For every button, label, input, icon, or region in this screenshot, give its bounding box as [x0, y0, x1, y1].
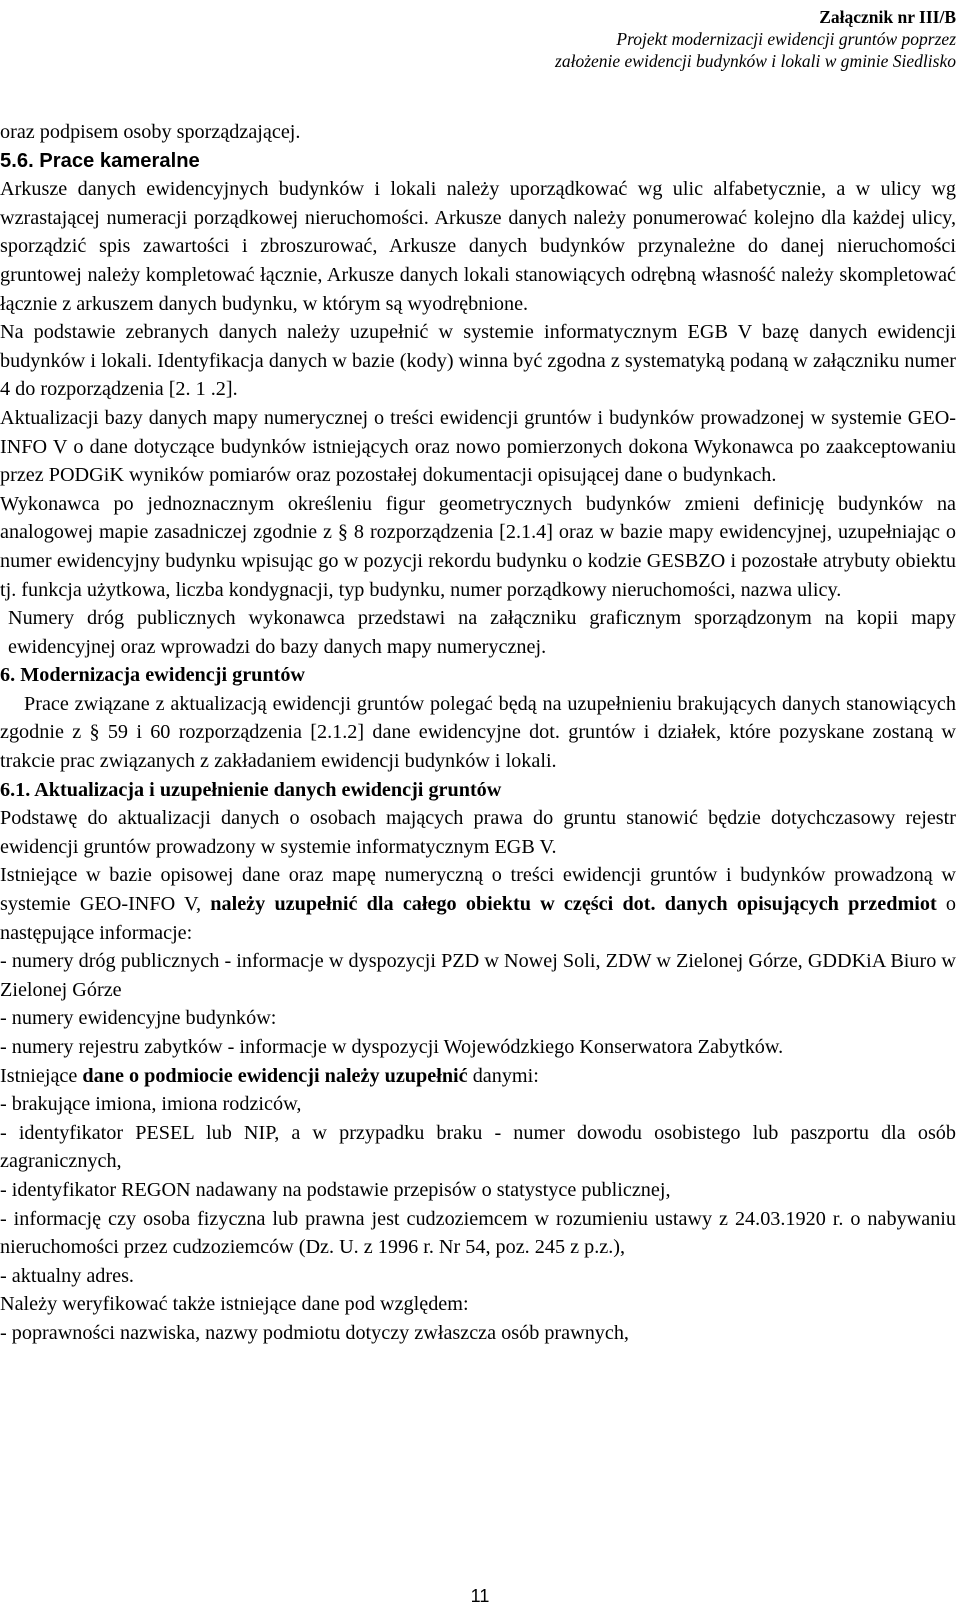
document-body [0, 118, 956, 1348]
list-item: - numery rejestru zabytków - informacje w dyspozycji Wojewódzkiego Konserwatora Zabytków. [0, 1036, 784, 1058]
section-heading-6-1: 6.1. Aktualizacja i uzupełnienie danych ewidencji gruntów [0, 778, 502, 801]
paragraph: Należy weryfikować także istniejące dane pod względem: [0, 1293, 469, 1316]
project-title-line2: założenie ewidencji budynków i lokali w gminie Siedlisko [555, 51, 956, 71]
paragraph: Numery dróg publicznych wykonawca przedstawi na załączniku graficznym sporządzonym na kopii mapy ewidencyjnej oraz wprowadzi do bazy danych mapy numerycznej. [8, 607, 956, 658]
bold-text-run: należy uzupełnić dla całego obiektu w części dot. danych opisujących przedmiot [210, 893, 937, 916]
paragraph [0, 1062, 956, 1091]
paragraph: Na podstawie zebranych danych należy uzupełnić w systemie informatycznym EGB V bazę danych ewidencji budynków i lokali. Identyfikacja danych w bazie (kody) winna być zgodna z systematyką podaną w załączniku numer 4 do rozporządzenia [2. 1 .2]. [0, 321, 956, 401]
text-run: Istniejące [0, 1064, 83, 1087]
bold-text-run: dane o podmiocie ewidencji należy uzupełnić [82, 1064, 468, 1087]
list-item: - aktualny adres. [0, 1264, 134, 1287]
paragraph: Aktualizacji bazy danych mapy numerycznej o treści ewidencji gruntów i budynków prowadzonej w systemie GEO- INFO V o dane dotyczące budynków istniejących oraz nowo pomierzonych dokona Wykonawca po zaakceptowaniu przez PODGiK wyników pomiarów oraz pozostałej dokumentacji opisującej dane o budynkach. [0, 406, 956, 487]
section-heading-6: 6. Modernizacja ewidencji gruntów [0, 664, 306, 687]
list-item: - poprawności nazwiska, nazwy podmiotu dotyczy zwłaszcza osób prawnych, [0, 1321, 629, 1344]
text-run: danymi: [467, 1064, 539, 1087]
page-number: 11 [470, 1586, 490, 1606]
paragraph [0, 861, 956, 947]
project-title-line1: Projekt modernizacji ewidencji gruntów poprzez [616, 29, 956, 49]
paragraph: Prace związane z aktualizacją ewidencji gruntów polegać będą na uzupełnieniu brakujących danych stanowiących zgodnie z § 59 i 60 rozporządzenia [2.1.2] dane ewidencyjne dot. gruntów i działek, które pozyskane zostaną w trakcie prac związanych z zakładaniem ewidencji budynków i lokali. [0, 692, 956, 773]
list-item: - identyfikator PESEL lub NIP, a w przypadku braku - numer dowodu osobistego lub paszportu dla osób zagranicznych, [0, 1121, 956, 1173]
paragraph: Arkusze danych ewidencyjnych budynków i lokali należy uporządkować wg ulic alfabetycznie, a w ulicy wg wzrastającej numeracji porządkowej nieruchomości. Arkusze danych należy ponumerować kolejno dla każdej ulicy, sporządzić spis zawartości i zbroszurować, Arkusze danych budynków przynależne do danej nieruchomości gruntowej należy kompletować łącznie, Arkusze danych lokali stanowiących odrębną własność należy skompletować łącznie z arkuszem danych budynku, w którym są wyodrębnione. [0, 178, 956, 315]
text-run: Istniejące w bazie opisowej dane oraz mapę numeryczną o treści ewidencji gruntów i budynków prowadzoną w systemie GEO-INFO V, [0, 864, 956, 916]
list-item: - numery dróg publicznych - informacje w dyspozycji PZD w Nowej Soli, ZDW w Zielonej Górze, GDDKiA Biuro w Zielonej Górze [0, 950, 956, 1001]
section-heading-5-6: 5.6. Prace kameralne [0, 149, 200, 172]
list-item: - numery ewidencyjne budynków: [0, 1007, 277, 1030]
paragraph: oraz podpisem osoby sporządzającej. [0, 121, 301, 143]
attachment-label: Załącznik nr III/B [819, 7, 956, 27]
text-run: o następujące informacje: [0, 893, 956, 944]
paragraph: Podstawę do aktualizacji danych o osobach mających prawa do gruntu stanowić będzie dotychczasowy rejestr ewidencji gruntów prowadzony w systemie informatycznym EGB V. [0, 807, 956, 858]
list-item: - identyfikator REGON nadawany na podstawie przepisów o statystyce publicznej, [0, 1178, 671, 1201]
list-item: - brakujące imiona, imiona rodziców, [0, 1093, 302, 1116]
paragraph: Wykonawca po jednoznacznym określeniu figur geometrycznych budynków zmieni definicję budynków na analogowej mapie zasadniczej zgodnie z § 8 rozporządzenia [2.1.4] oraz w bazie mapy ewidencyjnej, uzupełniając o numer ewidencyjny budynku wpisując go w pozycji rekordu budynku o kodzie GESBZO i pozostałe atrybuty obiektu tj. funkcja użytkowa, liczba kondygnacji, typ budynku, numer porządkowy nieruchomości, nazwa ulicy. [0, 492, 956, 601]
list-item: - informację czy osoba fizyczna lub prawna jest cudzoziemcem w rozumieniu ustawy z 24.03.1920 r. o nabywaniu nieruchomości przez cudzoziemców (Dz. U. z 1996 r. Nr 54, poz. 245 z p.z.), [0, 1207, 956, 1259]
